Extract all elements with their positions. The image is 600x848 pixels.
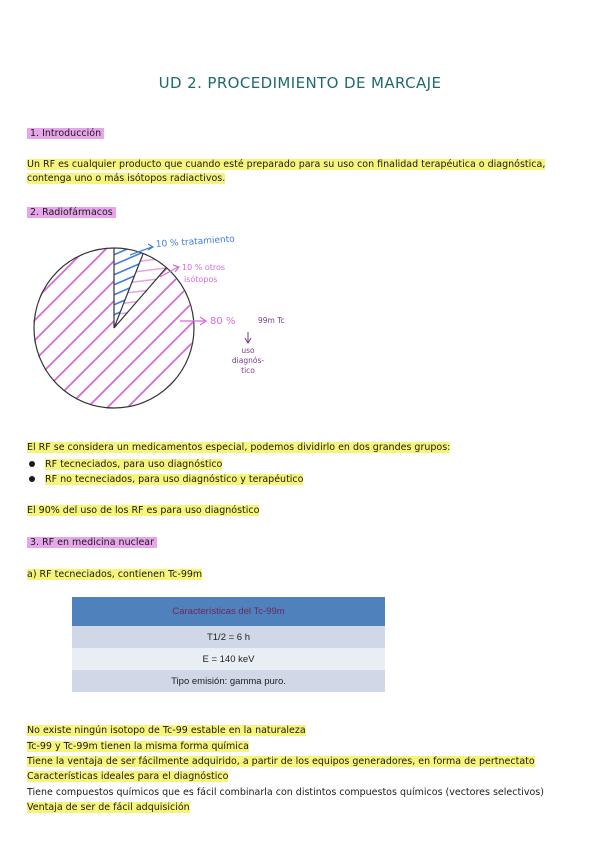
note-text: No existe ningún isotopo de Tc-99 estable en la naturaleza [27, 725, 306, 736]
note-text: Tiene la ventaja de ser fácilmente adquirido, a partir de los equipos generadores, en forma de pertnectato [27, 756, 535, 767]
table-cell: E = 140 keV [72, 648, 385, 670]
table-cell: Tipo emisión: gamma puro. [72, 670, 385, 692]
tc99m-table [72, 597, 385, 692]
bullet-text: RF no tecneciados, para uso diagnóstico y terapéutico [45, 474, 304, 485]
pie-slice-treatment [90, 235, 160, 335]
label-other-2: isótopos [184, 275, 218, 284]
bullet-icon [29, 461, 35, 467]
radiofarmacos-pie-diagram [30, 225, 330, 415]
section-heading-radiofarmacos [27, 207, 116, 219]
tecneciados-text [27, 568, 202, 582]
list-item [27, 458, 222, 472]
label-other-1: 10 % otros [182, 263, 226, 272]
section-heading-intro [27, 128, 104, 140]
rf-usage-span: El 90% del uso de los RF es para uso diagnóstico [27, 505, 260, 516]
pie-slice-other-isotopes [110, 255, 190, 325]
medicina-heading-text: 3. RF en medicina nuclear [27, 537, 157, 548]
note-text: Tc-99 y Tc-99m tienen la misma forma química [27, 741, 249, 752]
note-line [27, 724, 306, 738]
bullet-icon [29, 476, 35, 482]
label-tc: 99m Tc [258, 316, 285, 325]
note-line [27, 801, 190, 815]
rf-usage-text [27, 504, 259, 518]
note-text: Ventaja de ser de fácil adquisición [27, 802, 190, 813]
bullet-text: RF tecneciados, para uso diagnóstico [45, 459, 223, 470]
section-heading-medicina [27, 537, 157, 549]
note-line [27, 770, 228, 784]
note-text: Características ideales para el diagnóstico [27, 771, 229, 782]
label-uso-1: uso [241, 346, 255, 355]
rf-text-span: El RF se considera un medicamentos especial, podemos dividirlo en dos grandes grupos: [27, 442, 451, 453]
page-title: UD 2. PROCEDIMIENTO DE MARCAJE [158, 74, 442, 92]
intro-paragraph [27, 158, 545, 186]
intro-text-line-1: Un RF es cualquier producto que cuando esté preparado para su uso con finalidad terapéutica o diagnóstica, [27, 159, 546, 170]
list-item [27, 473, 303, 487]
label-uso-2: diagnós- [231, 356, 265, 365]
label-uso-3: tico [241, 366, 255, 375]
table-header: Características del Tc-99m [72, 597, 385, 626]
tecneciados-span: a) RF tecneciados, contienen Tc-99m [27, 569, 203, 580]
rf-text [27, 441, 450, 455]
intro-text-line-2: contenga uno o más isótopos radiactivos. [27, 173, 226, 184]
note-text: Tiene compuestos químicos que es fácil combinarla con distintos compuestos químicos (vectores selectivos) [27, 787, 544, 798]
table-cell: T1/2 = 6 h [72, 626, 385, 648]
note-line [27, 755, 535, 769]
note-line [27, 740, 249, 754]
label-treatment: 10 % tratamiento [155, 234, 236, 250]
note-line [27, 786, 544, 800]
radiofarmacos-heading-text: 2. Radiofármacos [27, 207, 116, 218]
label-80: 80 % [210, 316, 236, 327]
intro-heading-text: 1. Introducción [27, 128, 104, 139]
